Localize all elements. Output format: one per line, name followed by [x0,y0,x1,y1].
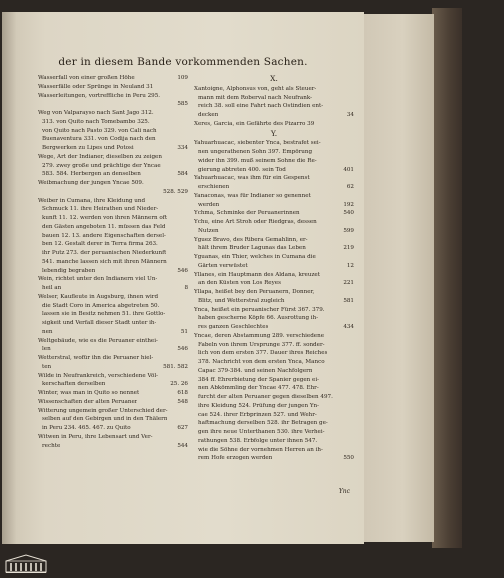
index-line [38,407,188,416]
index-line [38,424,188,433]
index-line [194,376,354,385]
index-line [194,102,354,111]
index-line [194,411,354,420]
index-text: Capac 379-384. und seinen Nachfolgern [198,367,313,374]
library-logo-icon [4,552,48,574]
index-text: ihr Putz 273. der peruanischen Niederkunft [42,250,167,256]
index-entry [38,197,188,276]
index-entry [194,271,354,289]
page-reference [352,376,354,385]
page-reference: 627 [177,425,188,431]
index-entry [194,332,354,463]
index-line [194,297,354,306]
page-reference [186,258,188,267]
index-line [194,85,354,94]
index-line [38,372,188,381]
index-entry [194,174,354,192]
index-entry [38,275,188,293]
index-text: wie die Söhne der vornehmen Herren an ih- [198,446,323,453]
page-reference [186,135,188,144]
index-line [38,319,188,328]
index-text: Ychu, eine Art Stroh oder Riedgras, dessen [194,219,317,225]
page-reference [186,275,188,284]
page-reference: 544 [177,442,188,449]
index-text: heil an [42,285,62,291]
index-entry [194,120,354,129]
page-reference: 599 [343,227,354,234]
page-reference [186,319,188,328]
index-line [38,442,188,451]
index-line [38,83,188,92]
page-reference [186,249,188,258]
index-line [194,306,354,315]
index-text: kerschaften derselben [42,381,106,388]
index-line [194,384,354,393]
page-reference: 8 [184,285,188,291]
index-line [38,162,188,171]
index-line [38,232,188,241]
section-letter: Y. [270,128,278,138]
index-text: Nutzen [198,227,219,234]
index-line [38,127,188,136]
index-line [194,166,354,175]
index-text: 279. zwey große und prächtige der Yncae [42,162,161,169]
page-reference [352,236,354,245]
index-text: selben auf den Gebirgen und in den Thälern [42,416,168,423]
index-line [194,201,354,210]
page-reference [352,218,354,227]
index-text: rem Hofe erzogen werden [198,455,273,462]
index-line [194,437,354,446]
index-line [38,310,188,319]
index-text: ben 12. Gestalt derer in Terra firma 263. [42,241,158,248]
page-reference [352,306,354,315]
index-line [38,354,188,363]
page-reference [186,433,188,442]
page-reference: 581. 582 [163,363,188,370]
next-page-edge [356,14,434,542]
index-text: Blitz, und Wetterstral zugleich [198,297,285,304]
page-reference: 25. 26 [170,381,188,388]
index-entry [194,236,354,254]
page-reference [352,148,354,157]
page-reference [352,367,354,376]
index-line [194,279,354,288]
index-entry [194,139,354,174]
page-reference [186,302,188,311]
index-line [38,197,188,206]
index-text: lassen sie in Besitz nehmen 51. ihre Gottlo- [42,311,166,318]
index-text: len [42,346,51,353]
page-reference [352,384,354,393]
index-text: lebendig begraben [42,267,96,274]
index-text: Winter, was man in Quito so nennet [38,390,140,396]
page-reference [186,232,188,241]
page-reference [186,118,188,127]
page-reference [352,102,354,111]
index-line [38,214,188,223]
index-text: Wasserfälle oder Sprünge in Neuland 31 [38,83,154,90]
index-line [38,223,188,232]
page-reference: 109 [177,75,188,81]
index-line [38,337,188,346]
page-reference [186,337,188,346]
index-entry [194,192,354,210]
index-line [194,174,354,183]
page-reference [352,428,354,437]
index-text: Bergwerken zu Lipes und Potosi [42,145,134,151]
page-reference [186,223,188,232]
page-reference [352,139,354,148]
page-reference: 546 [177,267,188,274]
index-line [38,118,188,127]
index-text: cae 524. ihrer Erbprinzen 527. und Wehr- [198,411,317,418]
index-column-right [194,74,354,463]
index-line [38,293,188,302]
index-line [38,345,188,354]
index-text: Yllanes, ein Hauptmann des Aldana, kreuzet [194,271,320,278]
index-line [38,170,188,179]
index-text: werden [198,201,220,208]
index-line [194,139,354,148]
book-board-edge [432,8,462,548]
book-page [2,12,364,544]
page-reference [186,240,188,249]
index-text: Wetterstral, wofür ihn die Peruaner hiel- [38,355,154,361]
index-text: erschienen [198,184,230,190]
index-line [38,415,188,424]
index-text: in Peru 234. 465. 467. zu Quito [42,425,131,431]
index-text: an den Küsten von Los Reyes [198,280,281,287]
index-text: lich von dem ersten 377. Dauer ihres Reiches [198,350,328,357]
index-text: Ynca, heißet ein peruanischer Fürst 367. 379. [194,306,325,313]
page-reference [186,205,188,214]
index-text: Witwen in Peru, ihre Lebensart und Ver- [38,433,153,440]
index-line [194,419,354,428]
page-reference [186,127,188,136]
index-entry [38,407,188,433]
index-text: Xeres, Garcia, ein Gefährte des Pizarro 39 [194,120,315,127]
index-text: Welser, Kaufleute in Augsburg, ihnen wird [38,293,159,300]
index-entry [38,74,188,83]
index-text: Gärten verwüstet [198,262,248,269]
index-entry [38,337,188,355]
page-reference: 12 [346,262,354,269]
index-line [38,109,188,118]
page-reference: 401 [343,166,354,173]
index-text: Ychma, Schminke der Peruanerinnen [194,210,300,217]
index-line [38,74,188,83]
page-reference: 221 [343,280,354,287]
page-reference: 192 [343,201,354,208]
index-text: Wege, Art der Indianer, dieselben zu zeigen [38,153,162,160]
index-text: 384 ff. Ehrerbietung der Spanier gegen ei- [198,376,320,383]
catchword: Ync [338,488,350,495]
index-text: Yahuarhuacac, siebenter Ynca, bestrafet sei- [194,140,321,147]
index-entry [194,85,354,120]
index-text: rechte [42,442,61,449]
index-text: kunft 11. 12. werden von ihren Männern oft [42,215,168,221]
index-text: mann mit dem Roberval nach Neufrank- [198,94,313,101]
index-text: Wein, richtet unter den Indianern viel Un- [38,276,158,283]
index-line [38,153,188,162]
page-reference: 51 [180,328,188,335]
index-text: 541. manche lassen sich mit ihren Männern [42,258,167,265]
page-reference [186,83,188,92]
index-entry [38,153,188,179]
index-line [194,271,354,280]
index-entry [38,293,188,337]
index-text: ten [42,363,52,370]
page-reference [352,94,354,103]
page-reference [352,192,354,201]
index-line [38,363,188,372]
index-text: ihre Kleidung 524. Prüfung der jungen Yn- [198,402,320,409]
index-line [38,267,188,276]
index-column-left [38,74,188,450]
index-line [194,94,354,103]
page-reference [352,411,354,420]
index-line [194,367,354,376]
section-letter: X. [270,74,278,83]
index-text: Weibmachung der jungen Yncae 509. [38,180,144,186]
page-reference [186,372,188,381]
index-text: furcht der alten Peruaner gegen dieselben 497. [198,394,333,400]
index-text: 583. 584. Herbergen an denselben [42,171,141,178]
page-reference: 334 [177,145,188,151]
page-reference [352,253,354,262]
index-line [38,100,188,109]
index-text: Wasserfall von einer großen Höhe [38,75,135,81]
index-line [194,183,354,192]
index-line [38,398,188,407]
page-reference [352,120,354,129]
index-text: Witterung ungemein großer Unterschied der- [38,407,168,414]
page-reference [352,174,354,183]
index-entry [194,253,354,271]
index-line [194,332,354,341]
page-reference [352,271,354,280]
index-line [38,328,188,337]
index-entry [38,354,188,372]
index-text: nen Abkömmling der Yncae 477. 478. Ehr- [198,385,319,392]
index-text: Yahuarhuacac, was ihm für ein Gespenst [194,175,310,182]
index-entry [194,218,354,236]
index-text: Schmuck 11. ihre Heirathen und Nieder- [42,206,159,213]
page-reference: 434 [343,324,354,330]
index-text: Wilde in Neufrankreich, verschiedene Völ- [38,372,159,379]
index-line [38,144,188,153]
index-line [38,188,188,197]
index-text: bauen 12. 13. andere Eigenschaften dersel- [42,232,166,239]
page-reference [352,288,354,297]
page-reference: 219 [343,245,354,252]
page-reference: 585 [177,101,188,108]
index-line [194,111,354,120]
page-reference [186,162,188,171]
index-line [194,148,354,157]
index-text: 313. von Quito nach Tomebambo 325. [42,118,150,125]
index-entry [38,389,188,398]
index-line [194,323,354,332]
index-line [38,284,188,293]
page-header: der in diesem Bande vorkommenden Sachen. [58,56,308,68]
index-line [194,288,354,297]
index-line [194,192,354,201]
index-entry [194,306,354,332]
index-text: Weiber in Cumana, ihre Kleidung und [38,197,146,204]
index-line [194,314,354,323]
page-reference: 548 [177,398,188,405]
index-entry [38,109,188,153]
index-entry [38,398,188,407]
page-reference [186,407,188,416]
page-reference [352,314,354,323]
index-entry [38,83,188,92]
page-reference [352,419,354,428]
page-reference: 546 [177,346,188,353]
index-entry [38,179,188,197]
index-text: reich 38. soll eine Fahrt nach Ostindien ent- [198,103,324,110]
index-text: nen ungerathenen Sohn 397. Empörung [198,149,313,155]
index-line [194,244,354,253]
page-reference [186,153,188,162]
page-reference [352,341,354,350]
index-line [194,157,354,166]
index-line [38,249,188,258]
index-line [194,446,354,455]
index-line [194,236,354,245]
index-line [194,428,354,437]
page-reference [352,393,354,402]
index-text: gen ihre neue Unterthanen 530. ihre Verhei- [198,429,325,435]
page-reference [186,179,188,188]
index-line [194,341,354,350]
index-text: Yllapa, heißet bey den Peruanern, Donner, [194,289,315,295]
index-text: Weg von Valparayso nach Sant Jago 312. [38,110,154,116]
index-line [194,253,354,262]
index-text: Wasserleitungen, vortreffliche in Peru 295. [38,92,161,99]
index-line [38,258,188,267]
page-reference: 528. 529 [163,188,188,195]
index-text: 378. Nachricht von dem ersten Ynca, Manco [198,359,325,365]
page-reference [186,415,188,424]
index-text: von Quito nach Pasto 329. von Cali nach [42,127,157,134]
index-text: die Stadt Coro in America abgetreten 50. [42,302,160,309]
page-reference: 34 [346,112,354,118]
index-line [194,402,354,411]
index-text: Weltgebäude, wie es die Peruaner einthei- [38,337,158,344]
page-reference: 584 [177,171,188,178]
index-line [38,179,188,188]
index-entry [38,433,188,451]
index-text: sigkeit und Verfall dieser Stadt unter ih- [42,320,157,326]
page-reference: 540 [343,210,354,217]
index-line [194,454,354,463]
page-reference [186,197,188,206]
index-text: decken [198,112,219,118]
index-text: Fabeln von ihrem Ursprunge 377. ff. sonder- [198,341,325,348]
index-text: Yanaconas, was für Indianer so genennet [194,192,311,199]
index-line [194,393,354,402]
index-text: rathungen 538. Erbfolge unter ihnen 547. [198,437,318,444]
page-reference: 62 [346,184,354,190]
page-reference [352,332,354,341]
index-line [38,302,188,311]
page-reference [186,214,188,223]
page-reference: 581 [343,297,354,304]
index-text: wider ihn 399. muß seinem Sohne die Re- [198,157,317,164]
index-text: Yncae, deren Abstammung 289. verschiedene [194,332,325,339]
index-text: haben gescherne Köpfe 66. Ausrottung ih- [198,315,319,322]
index-text: nen [42,328,53,335]
page-reference [186,354,188,363]
page-reference: 550 [343,455,354,462]
page-reference [352,358,354,367]
index-text: Yguez Bravo, des Ribera Gemahlinn, er- [194,236,308,243]
index-line [194,358,354,367]
index-text: haftmachung derselben 528. ihr Betragen ge- [198,420,328,427]
index-text: Xantoigne, Alphonsus von, geht als Steuer- [194,85,317,92]
index-line [38,433,188,442]
page-reference: 618 [177,390,188,396]
index-line [194,209,354,218]
index-text: den Gästen angeboten 11. müssen das Feld [42,223,166,230]
index-line [194,218,354,227]
index-entry [38,92,188,110]
index-line [38,389,188,398]
index-text: res ganzen Geschlechtes [198,324,269,330]
index-line [38,240,188,249]
index-text: hält ihrem Bruder Lagunas das Leben [198,245,306,252]
index-line [194,349,354,358]
index-text: Yguanas, ein Thier, welches in Cumana die [194,254,316,260]
page-reference [186,109,188,118]
index-line [194,262,354,271]
page-reference [186,310,188,319]
page-reference [352,157,354,166]
page-reference [352,402,354,411]
index-line [194,227,354,236]
index-line [38,380,188,389]
index-text: Wissenschaften der alten Peruaner [38,398,138,405]
index-line [38,275,188,284]
index-entry [194,288,354,306]
index-text: Buenaventura 331. von Codija nach den [42,136,156,143]
index-line [38,135,188,144]
index-line [38,205,188,214]
page-reference [352,349,354,358]
index-text: gierung abtreten 400. sein Tod [198,166,286,173]
page-reference [186,92,188,101]
page-reference [352,437,354,446]
index-entry [194,209,354,218]
index-line [38,92,188,101]
page-reference [352,446,354,455]
page-reference [186,293,188,302]
index-entry [38,372,188,390]
page-reference [352,85,354,94]
index-line [194,120,354,129]
